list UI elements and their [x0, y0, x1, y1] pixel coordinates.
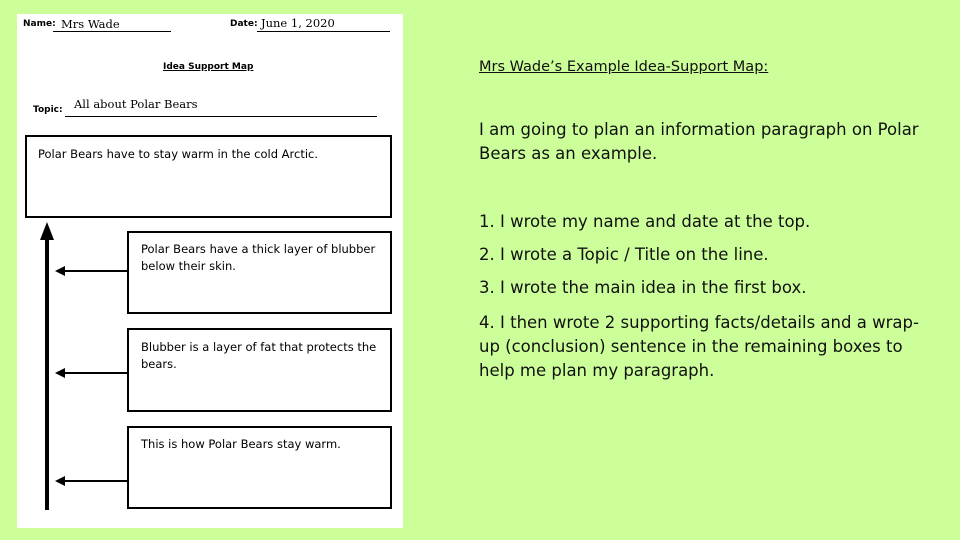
name-line: [53, 31, 171, 32]
detail-text-3: This is how Polar Bears stay warm.: [141, 437, 341, 451]
name-value: Mrs Wade: [61, 17, 120, 31]
explanation-intro: I am going to plan an information paragraph on Polar Bears as an example.: [479, 120, 919, 163]
step-3: 3. I wrote the main idea in the first box.: [479, 278, 807, 297]
detail-text-2: Blubber is a layer of fat that protects the bears.: [141, 340, 377, 371]
topic-label: Topic:: [33, 105, 63, 115]
step-4: 4. I then wrote 2 supporting facts/details and a wrap-up (conclusion) sentence in the remaining boxes to help me plan my paragraph.: [479, 313, 919, 380]
step-2: 2. I wrote a Topic / Title on the line.: [479, 245, 769, 264]
map-title: Idea Support Map: [163, 62, 254, 72]
date-line: [257, 31, 390, 32]
date-label: Date:: [230, 19, 258, 29]
arrows-graphic: [17, 214, 137, 514]
date-value: June 1, 2020: [261, 16, 335, 30]
main-idea-text: Polar Bears have to stay warm in the cold Arctic.: [38, 147, 319, 161]
topic-value: All about Polar Bears: [74, 97, 198, 111]
detail-text-1: Polar Bears have a thick layer of blubber below their skin.: [141, 242, 376, 273]
explanation-title: Mrs Wade’s Example Idea-Support Map:: [479, 59, 769, 75]
name-label: Name:: [23, 19, 56, 29]
topic-line: [65, 116, 377, 117]
worksheet-image: [17, 14, 403, 528]
step-1: 1. I wrote my name and date at the top.: [479, 212, 811, 231]
